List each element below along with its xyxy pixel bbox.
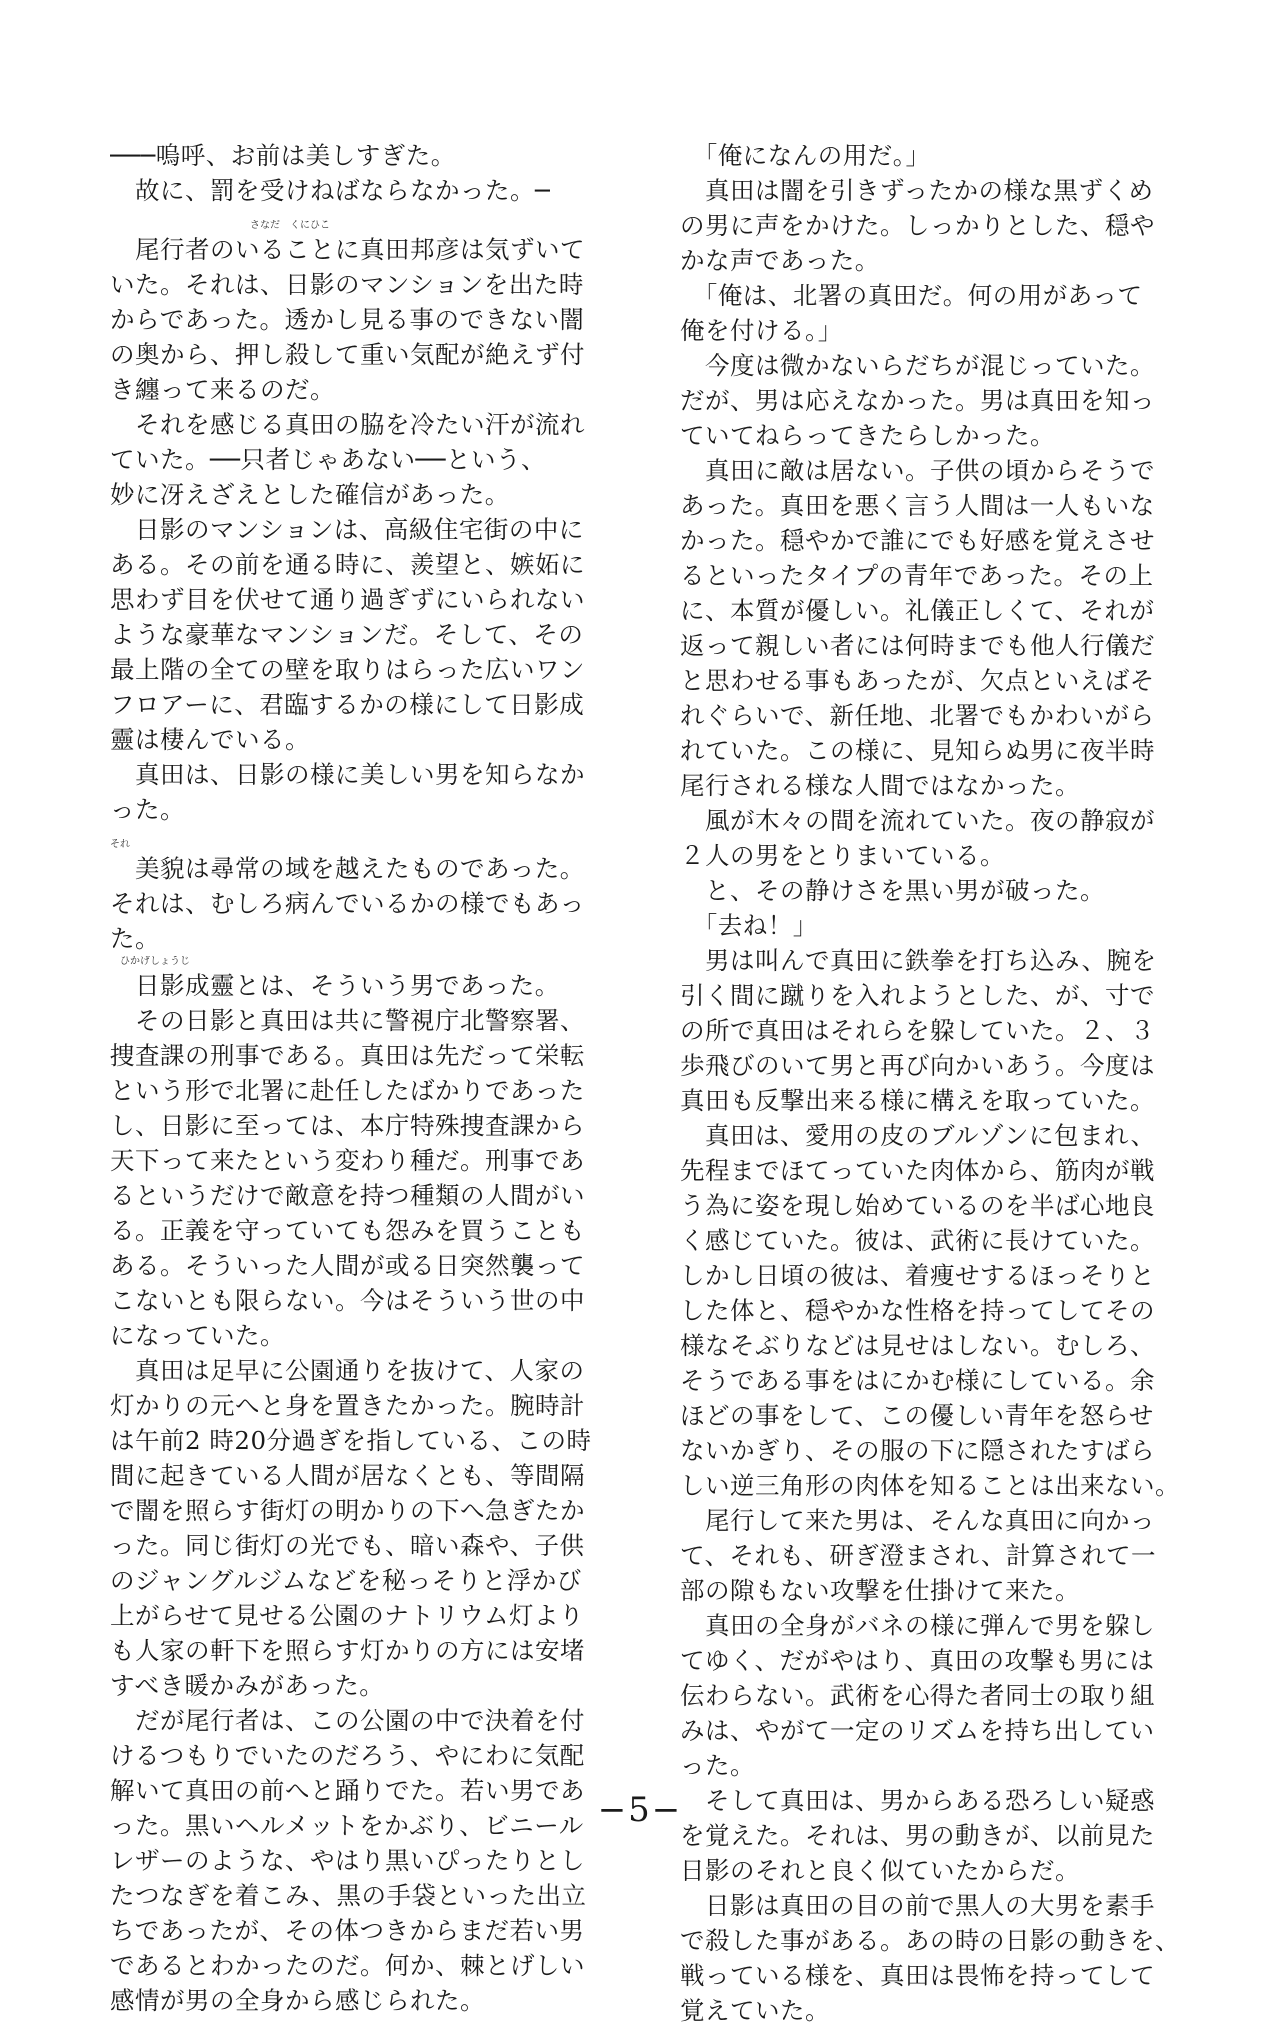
text-line: く感じていた。彼は、武術に長けていた。 [680, 1226, 1155, 1255]
text-line: 故に、罰を受けねばならなかった。─ [110, 176, 551, 205]
text-line: 感情が男の全身から感じられた。 [110, 1986, 485, 2015]
text-line: 引く間に蹴りを入れようとした、が、寸で [680, 981, 1155, 1010]
text-line: 先程までほてっていた肉体から、筋肉が戦 [680, 1156, 1155, 1185]
text-line: あった。真田を悪く言う人間は一人もいな [680, 491, 1155, 520]
text-line: 尾行者のいることに真田邦彦は気ずいて [110, 235, 585, 264]
text-line: であるとわかったのだ。何か、棘とげしい [110, 1951, 585, 1980]
text-line: と思わせる事もあったが、欠点といえばそ [680, 666, 1155, 695]
text-line: て、それも、研ぎ澄まされ、計算されて一 [680, 1541, 1156, 1570]
text-line: 日影のそれと良く似ていたからだ。 [680, 1856, 1080, 1885]
text-line: ある。そういった人間が或る日突然襲って [110, 1251, 585, 1280]
text-line: すべき暖かみがあった。 [110, 1671, 385, 1700]
text-line: き纏って来るのだ。 [110, 375, 335, 404]
text-line: し、日影に至っては、本庁特殊捜査課から [110, 1111, 585, 1140]
text-line: それは、むしろ病んでいるかの様でもあっ [110, 889, 585, 918]
text-line: 日影は真田の目の前で黒人の大男を素手 [680, 1891, 1155, 1920]
text-line: で闇を照らす街灯の明かりの下へ急ぎたか [110, 1496, 585, 1525]
text-line: 返って親しい者には何時までも他人行儀だ [680, 631, 1155, 660]
text-line: だが尾行者は、この公園の中で決着を付 [110, 1706, 585, 1735]
text-line: った。 [110, 795, 185, 824]
text-line: 部の隙もない攻撃を仕掛けて来た。 [680, 1576, 1080, 1605]
text-line: レザーのような、やはり黒いぴったりとし [110, 1846, 585, 1875]
text-line: 真田は、日影の様に美しい男を知らなか [110, 760, 585, 789]
text-line: ───嗚呼、お前は美しすぎた。 [110, 141, 456, 170]
text-line: った。黒いヘルメットをかぶり、ビニール [110, 1811, 584, 1840]
text-line: 真田の全身がバネの様に弾んで男を躱し [680, 1611, 1155, 1640]
text-line: だが、男は応えなかった。男は真田を知っ [680, 386, 1155, 415]
text-line: その日影と真田は共に警視庁北警察署、 [110, 1006, 585, 1035]
text-line: 覚えていた。 [680, 1996, 830, 2025]
text-line: 戦っている様を、真田は畏怖を持ってして [680, 1961, 1155, 1990]
text-line: った。 [680, 1751, 755, 1780]
text-line: そして真田は、男からある恐ろしい疑惑 [680, 1786, 1155, 1815]
text-line: 解いて真田の前へと踊りでた。若い男であ [110, 1776, 585, 1805]
text-line: 美貌は尋常の域を越えたものであった。 [110, 854, 585, 883]
furigana-reading: さなだ くにひこ [110, 220, 330, 231]
text-line: 尾行して来た男は、そんな真田に向かっ [680, 1506, 1155, 1535]
text-line: を覚えた。それは、男の動きが、以前見た [680, 1821, 1155, 1850]
text-line: フロアーに、君臨するかの様にして日影成 [110, 690, 585, 719]
text-line: という形で北署に赴任したばかりであった [110, 1076, 585, 1105]
text-line: 今度は微かないらだちが混じっていた。 [680, 351, 1155, 380]
text-line: 様なそぶりなどは見せはしない。むしろ、 [680, 1331, 1155, 1360]
text-line: う為に姿を現し始めているのを半ば心地良 [680, 1191, 1155, 1220]
text-line: 上がらせて見せる公園のナトリウム灯より [110, 1601, 585, 1630]
text-line: ていた。──只者じゃあない──という、 [110, 445, 546, 474]
text-line: 風が木々の間を流れていた。夜の静寂が [680, 806, 1155, 835]
text-line: のジャングルジムなどを秘っそりと浮かび [110, 1566, 582, 1595]
text-line: るというだけで敵意を持つ種類の人間がい [110, 1181, 585, 1210]
paragraph-gap [110, 208, 640, 220]
text-line: の奥から、押し殺して重い気配が絶えず付 [110, 340, 585, 369]
text-line: 間に起きている人間が居なくとも、等間隔 [110, 1461, 585, 1490]
text-line: 妙に冴えざえとした確信があった。 [110, 480, 510, 509]
text-line: 俺を付ける。」 [680, 316, 843, 345]
text-line: 伝わらない。武術を心得た者同士の取り組 [680, 1681, 1155, 1710]
text-line: 最上階の全ての壁を取りはらった広いワン [110, 655, 585, 684]
text-line: ないかぎり、その服の下に隠されたすばら [680, 1436, 1155, 1465]
text-line: こないとも限らない。今はそういう世の中 [110, 1286, 585, 1315]
text-line: った。同じ街灯の光でも、暗い森や、子供 [110, 1531, 585, 1560]
text-line: 歩飛びのいて男と再び向かいあう。今度は [680, 1051, 1155, 1080]
furigana-reading: それ [110, 839, 130, 850]
text-line: それを感じる真田の脇を冷たい汗が流れ [110, 410, 585, 439]
text-line: るといったタイプの青年であった。その上 [680, 561, 1154, 590]
text-line: した体と、穏やかな性格を持ってしてその [680, 1296, 1155, 1325]
text-line: で殺した事がある。あの時の日影の動きを、 [680, 1926, 1180, 1955]
right-text-column [680, 138, 1210, 2028]
text-line: てゆく、だがやはり、真田の攻撃も男には [680, 1646, 1155, 1675]
text-line: 真田は、愛用の皮のブルゾンに包まれ、 [680, 1121, 1156, 1150]
text-line: ていてねらってきたらしかった。 [680, 421, 1055, 450]
text-line: 真田は足早に公園通りを抜けて、人家の [110, 1356, 585, 1385]
text-line: になっていた。 [110, 1321, 285, 1350]
left-text-column [110, 138, 640, 2018]
text-line: 日影成靈とは、そういう男であった。 [110, 971, 560, 1000]
furigana-reading: ひかげしょうじ [110, 956, 190, 967]
text-line: 「去ね！」 [680, 911, 818, 940]
text-line: れぐらいで、新任地、北署でもかわいがら [680, 701, 1155, 730]
text-line: ２人の男をとりまいている。 [680, 841, 1005, 870]
text-line: けるつもりでいたのだろう、やにわに気配 [110, 1741, 585, 1770]
text-line: 思わず目を伏せて通り過ぎずにいられない [110, 585, 585, 614]
text-line: 尾行される様な人間ではなかった。 [680, 771, 1080, 800]
text-line: ほどの事をして、この優しい青年を怒らせ [680, 1401, 1154, 1430]
text-line: からであった。透かし見る事のできない闇 [110, 305, 585, 334]
text-line: ちであったが、その体つきからまだ若い男 [110, 1916, 585, 1945]
text-line: た。 [110, 924, 160, 953]
text-line: たつなぎを着こみ、黒の手袋といった出立 [110, 1881, 587, 1910]
text-line: の男に声をかけた。しっかりとした、穏や [680, 211, 1155, 240]
text-line: いた。それは、日影のマンションを出た時 [110, 270, 584, 299]
text-line: しかし日頃の彼は、着痩せするほっそりと [680, 1261, 1155, 1290]
text-line: 捜査課の刑事である。真田は先だって栄転 [110, 1041, 585, 1070]
text-line: は午前2 時20分過ぎを指している、この時 [110, 1426, 592, 1455]
text-line: 靈は棲んでいる。 [110, 725, 310, 754]
text-line: ような豪華なマンションだ。そして、その [110, 620, 584, 649]
paragraph-gap [110, 827, 640, 839]
text-line: みは、やがて一定のリズムを持ち出してい [680, 1716, 1155, 1745]
text-line: も人家の軒下を照らす灯かりの方には安堵 [110, 1636, 585, 1665]
text-line: そうである事をはにかむ様にしている。余 [680, 1366, 1155, 1395]
text-line: 男は叫んで真田に鉄拳を打ち込み、腕を [680, 946, 1157, 975]
text-line: しい逆三角形の肉体を知ることは出来ない。 [680, 1471, 1180, 1500]
text-line: の所で真田はそれらを躱していた。２、３ [680, 1016, 1155, 1045]
text-line: に、本質が優しい。礼儀正しくて、それが [680, 596, 1155, 625]
text-line: る。正義を守っていても怨みを買うことも [110, 1216, 585, 1245]
text-line: 灯かりの元へと身を置きたかった。腕時計 [110, 1391, 585, 1420]
text-line: 「俺になんの用だ。」 [680, 141, 931, 170]
text-line: 「俺は、北署の真田だ。何の用があって [680, 281, 1143, 310]
text-line: ある。その前を通る時に、羨望と、嫉妬に [110, 550, 585, 579]
page-number: −5− [597, 1790, 683, 1830]
text-line: 真田に敵は居ない。子供の頃からそうで [680, 456, 1155, 485]
text-line: 真田も反撃出来る様に構えを取っていた。 [680, 1086, 1155, 1115]
text-line: れていた。この様に、見知らぬ男に夜半時 [680, 736, 1155, 765]
text-line: 真田は闇を引きずったかの様な黒ずくめ [680, 176, 1154, 205]
text-line: と、その静けさを黒い男が破った。 [680, 876, 1105, 905]
text-line: かった。穏やかで誰にでも好感を覚えさせ [680, 526, 1155, 555]
text-line: 天下って来たという変わり種だ。刑事であ [110, 1146, 585, 1175]
text-line: 日影のマンションは、高級住宅街の中に [110, 515, 584, 544]
text-line: かな声であった。 [680, 246, 880, 275]
